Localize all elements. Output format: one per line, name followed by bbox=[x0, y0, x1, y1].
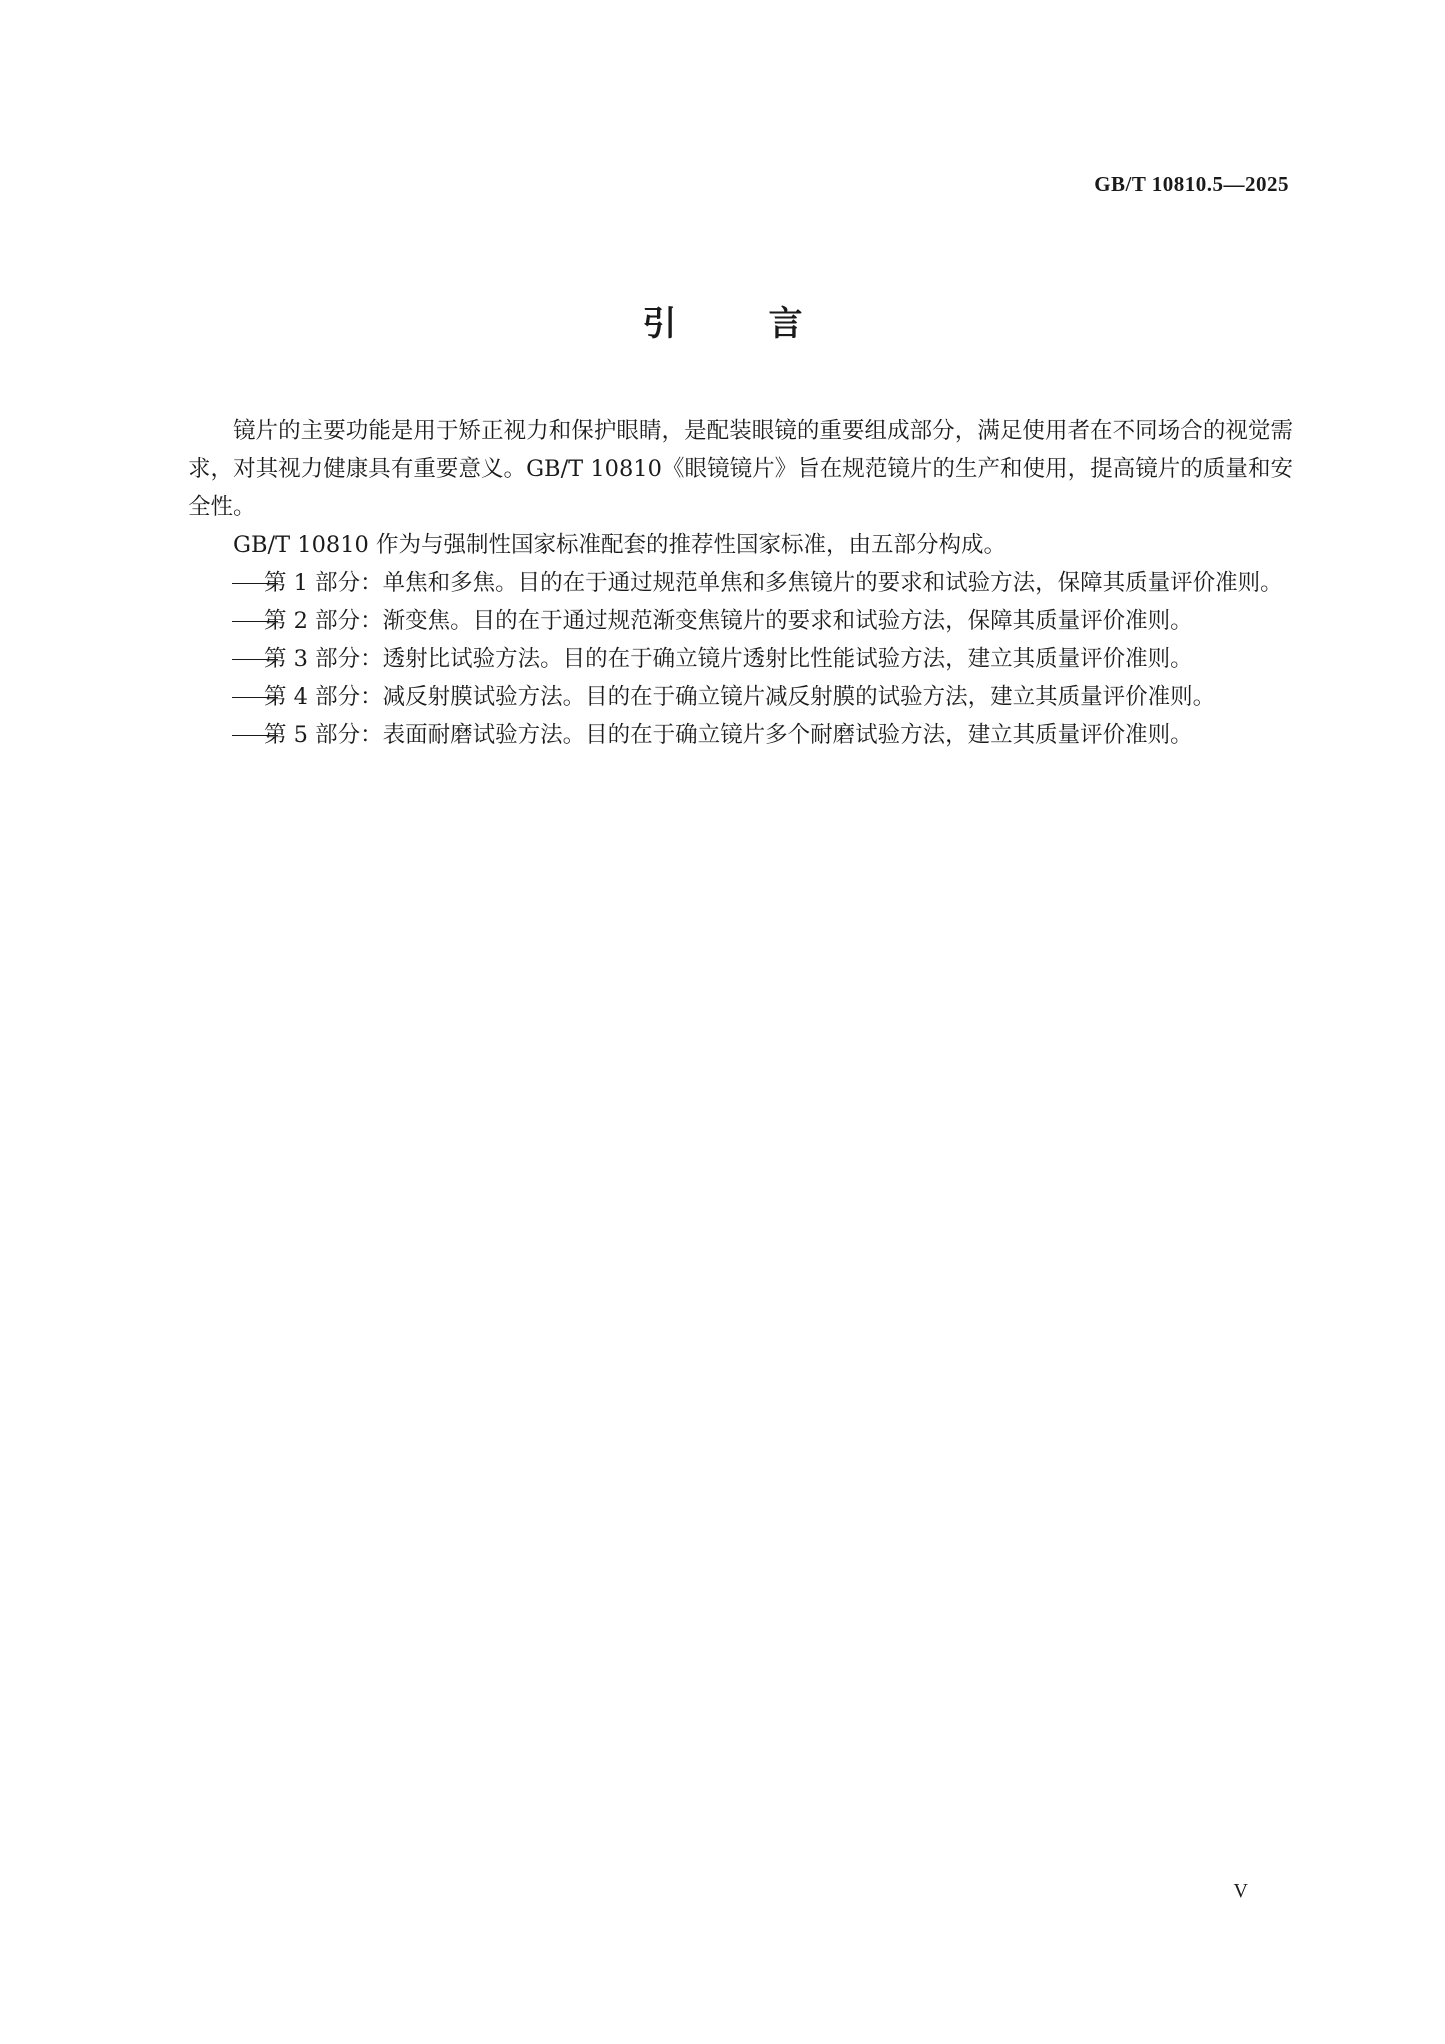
list-item-text: 第 2 部分：渐变焦。目的在于通过规范渐变焦镜片的要求和试验方法，保障其质量评价准则。 bbox=[264, 608, 1193, 634]
standard-code: GB/T 10810.5—2025 bbox=[1094, 172, 1289, 196]
list-item-text: 第 5 部分：表面耐磨试验方法。目的在于确立镜片多个耐磨试验方法，建立其质量评价准则。 bbox=[264, 722, 1193, 748]
page-number: V bbox=[1233, 1880, 1248, 1902]
list-item bbox=[188, 678, 1293, 716]
list-item bbox=[188, 640, 1293, 678]
list-item-text: 第 1 部分：单焦和多焦。目的在于通过规范单焦和多焦镜片的要求和试验方法，保障其质量评价准则。 bbox=[264, 570, 1283, 596]
list-item bbox=[188, 716, 1293, 754]
intro-paragraph-1: 镜片的主要功能是用于矫正视力和保护眼睛，是配装眼镜的重要组成部分，满足使用者在不同场合的视觉需求，对其视力健康具有重要意义。GB/T 10810《眼镜镜片》旨在规范镜片的生产和使用，提高镜片的质量和安全性。 bbox=[188, 418, 1293, 520]
page-title bbox=[0, 296, 1445, 345]
intro-paragraph-2: GB/T 10810 作为与强制性国家标准配套的推荐性国家标准，由五部分构成。 bbox=[233, 532, 1006, 558]
list-item bbox=[188, 602, 1293, 640]
introduction-body bbox=[188, 412, 1293, 754]
title-char-1: 引 bbox=[642, 304, 677, 344]
list-item bbox=[188, 564, 1293, 602]
list-item-text: 第 3 部分：透射比试验方法。目的在于确立镜片透射比性能试验方法，建立其质量评价准则。 bbox=[264, 646, 1193, 672]
title-char-2: 言 bbox=[768, 304, 803, 344]
list-item-text: 第 4 部分：减反射膜试验方法。目的在于确立镜片减反射膜的试验方法，建立其质量评价准则。 bbox=[264, 684, 1216, 710]
